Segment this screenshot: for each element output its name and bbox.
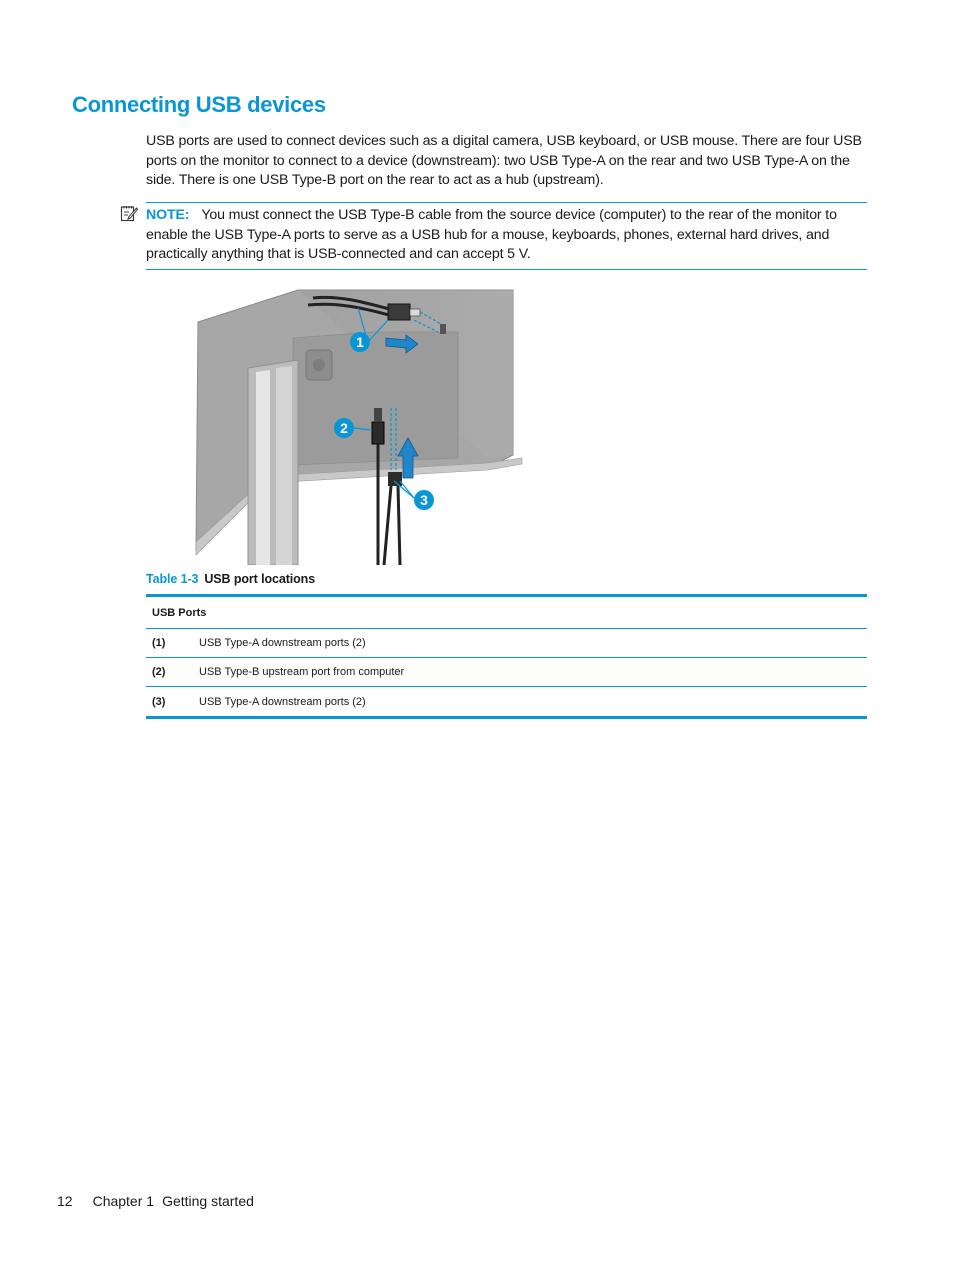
row-key: (2) xyxy=(146,658,193,687)
footer-chapter: Chapter 1 xyxy=(92,1193,155,1209)
row-key: (1) xyxy=(146,629,193,658)
page-number: 12 xyxy=(57,1193,73,1209)
callout-2-label: 2 xyxy=(340,420,348,436)
page-footer xyxy=(57,1193,254,1209)
table-caption xyxy=(146,572,315,586)
table-header: USB Ports xyxy=(146,596,867,629)
table-title: USB port locations xyxy=(204,572,316,586)
intro-paragraph: USB ports are used to connect devices such as a digital camera, USB keyboard, or USB mouse. There are four USB ports on the monitor to connect to a device (downstream): two USB Type-A on the rear and two USB Type-A on the side. There is one USB Type-B port on the rear to act as a hub (upstream). xyxy=(146,133,862,188)
usb-ports-table xyxy=(146,594,867,719)
table-row xyxy=(146,629,867,658)
row-key: (3) xyxy=(152,695,166,708)
table-row xyxy=(146,658,867,687)
note-pad-icon xyxy=(120,204,138,222)
callout-1-label: 1 xyxy=(356,334,364,350)
note-text: You must connect the USB Type-B cable from the source device (computer) to the rear of the monitor to enable the USB Type-A ports to serve as a USB hub for a mouse, keyboards, phones, external hard drives, and practically anything that is USB-connected and can accept 5 V. xyxy=(146,207,837,262)
note-box xyxy=(146,202,867,270)
callout-3-label: 3 xyxy=(420,492,428,508)
footer-section: Getting started xyxy=(162,1193,254,1209)
table-number: Table 1-3 xyxy=(146,572,199,586)
monitor-rear-usb-illustration xyxy=(188,280,528,565)
table-row xyxy=(146,687,867,718)
page-title: Connecting USB devices xyxy=(72,92,326,117)
row-value: USB Type-A downstream ports (2) xyxy=(193,629,867,658)
row-value: USB Type-A downstream ports (2) xyxy=(199,695,366,708)
note-label: NOTE: xyxy=(146,207,190,223)
row-value: USB Type-B upstream port from computer xyxy=(193,658,867,687)
